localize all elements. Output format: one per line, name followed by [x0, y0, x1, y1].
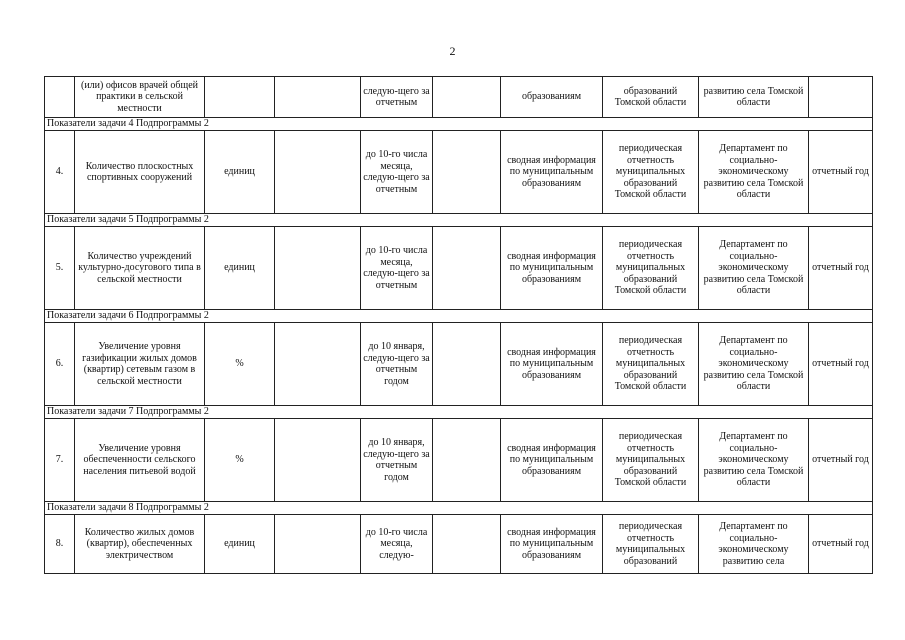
cell-source: сводная информация по муниципальным образованиям — [501, 227, 603, 310]
table-row-continuation — [45, 77, 873, 118]
table-row — [45, 227, 873, 310]
cell-responsible: Департамент по социально-экономическому развитию села Томской области — [699, 419, 809, 502]
cell-responsible: развитию села Томской области — [699, 77, 809, 118]
section-title: Показатели задачи 6 Подпрограммы 2 — [45, 310, 873, 323]
cell-definition — [433, 419, 501, 502]
section-header-row — [45, 214, 873, 227]
cell-definition — [433, 77, 501, 118]
section-title: Показатели задачи 5 Подпрограммы 2 — [45, 214, 873, 227]
cell-period: отчетный год — [809, 515, 873, 574]
cell-name: Количество плоскостных спортивных сооружений — [75, 131, 205, 214]
cell-source: образованиям — [501, 77, 603, 118]
cell-dynamics — [275, 323, 361, 406]
cell-deadline: до 10-го числа месяца, следую- — [361, 515, 433, 574]
cell-name: Увеличение уровня газификации жилых домов (квартир) сетевым газом в сельской местности — [75, 323, 205, 406]
cell-deadline: до 10 января, следую-щего за отчетным годом — [361, 323, 433, 406]
cell-method: периодическая отчетность муниципальных образований Томской области — [603, 419, 699, 502]
table-row — [45, 323, 873, 406]
cell-responsible: Департамент по социально-экономическому развитию села — [699, 515, 809, 574]
cell-name: Увеличение уровня обеспеченности сельского населения питьевой водой — [75, 419, 205, 502]
cell-source: сводная информация по муниципальным образованиям — [501, 131, 603, 214]
indicator-blocks — [45, 118, 873, 574]
cell-unit: единиц — [205, 227, 275, 310]
section-header-row — [45, 406, 873, 419]
cell-method: периодическая отчетность муниципальных образований — [603, 515, 699, 574]
cell-method: образований Томской области — [603, 77, 699, 118]
cell-num: 8. — [45, 515, 75, 574]
cell-definition — [433, 131, 501, 214]
table-row — [45, 515, 873, 574]
section-header-row — [45, 502, 873, 515]
cell-name: Количество учреждений культурно-досугового типа в сельской местности — [75, 227, 205, 310]
cell-unit: единиц — [205, 131, 275, 214]
cell-period: отчетный год — [809, 131, 873, 214]
cell-period: отчетный год — [809, 323, 873, 406]
cell-unit: % — [205, 323, 275, 406]
cell-responsible: Департамент по социально-экономическому развитию села Томской области — [699, 323, 809, 406]
cell-dynamics — [275, 227, 361, 310]
cell-responsible: Департамент по социально-экономическому развитию села Томской области — [699, 227, 809, 310]
cell-dynamics — [275, 419, 361, 502]
section-title: Показатели задачи 7 Подпрограммы 2 — [45, 406, 873, 419]
cell-method: периодическая отчетность муниципальных образований Томской области — [603, 227, 699, 310]
cell-deadline: до 10-го числа месяца, следую-щего за отчетным — [361, 227, 433, 310]
cell-deadline: следую-щего за отчетным — [361, 77, 433, 118]
cell-unit: единиц — [205, 515, 275, 574]
cell-source: сводная информация по муниципальным образованиям — [501, 323, 603, 406]
section-header-row — [45, 118, 873, 131]
cell-source: сводная информация по муниципальным образованиям — [501, 419, 603, 502]
cell-period — [809, 77, 873, 118]
cell-name: Количество жилых домов (квартир), обеспеченных электричеством — [75, 515, 205, 574]
cell-name: (или) офисов врачей общей практики в сельской местности — [75, 77, 205, 118]
cell-dynamics — [275, 131, 361, 214]
cell-source: сводная информация по муниципальным образованиям — [501, 515, 603, 574]
cell-deadline: до 10-го числа месяца, следую-щего за отчетным — [361, 131, 433, 214]
cell-num: 5. — [45, 227, 75, 310]
page-number: 2 — [449, 44, 456, 58]
cell-responsible: Департамент по социально-экономическому развитию села Томской области — [699, 131, 809, 214]
section-header-row — [45, 310, 873, 323]
cell-unit: % — [205, 419, 275, 502]
cell-period: отчетный год — [809, 227, 873, 310]
cell-definition — [433, 323, 501, 406]
cell-definition — [433, 227, 501, 310]
cell-period: отчетный год — [809, 419, 873, 502]
cell-deadline: до 10 января, следую-щего за отчетным годом — [361, 419, 433, 502]
cell-num: 4. — [45, 131, 75, 214]
section-title: Показатели задачи 4 Подпрограммы 2 — [45, 118, 873, 131]
cell-method: периодическая отчетность муниципальных образований Томской области — [603, 131, 699, 214]
cell-definition — [433, 515, 501, 574]
cell-num: 7. — [45, 419, 75, 502]
indicators-table — [44, 76, 873, 574]
cell-dynamics — [275, 515, 361, 574]
table-row — [45, 419, 873, 502]
cell-method: периодическая отчетность муниципальных образований Томской области — [603, 323, 699, 406]
cell-num: 6. — [45, 323, 75, 406]
section-title: Показатели задачи 8 Подпрограммы 2 — [45, 502, 873, 515]
cell-num — [45, 77, 75, 118]
cell-dynamics — [275, 77, 361, 118]
table-row — [45, 131, 873, 214]
cell-unit — [205, 77, 275, 118]
